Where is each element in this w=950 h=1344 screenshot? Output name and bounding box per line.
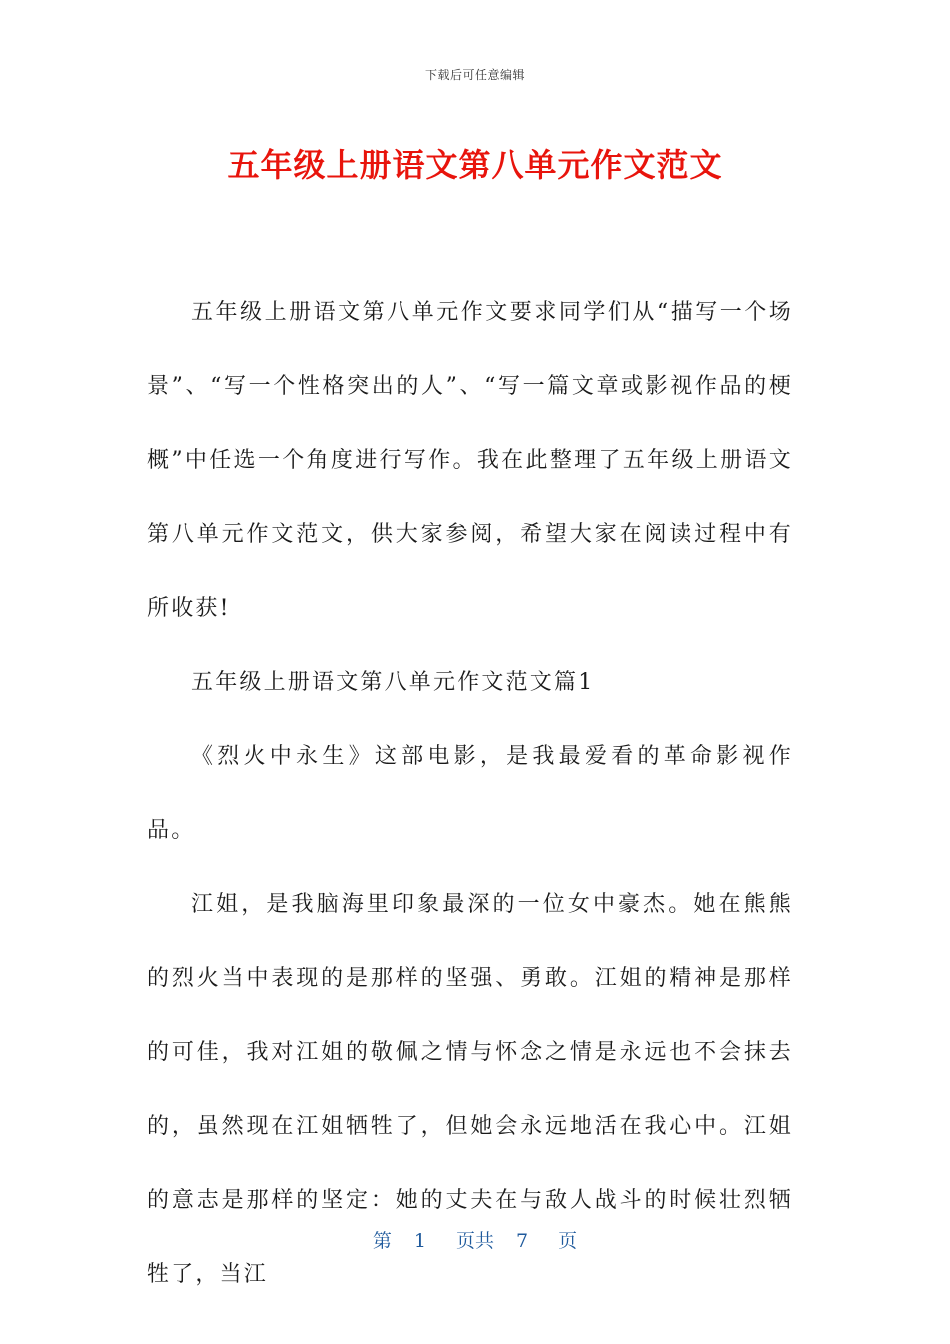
- page-total-label: 页共: [455, 1230, 494, 1252]
- document-title: 五年级上册语文第八单元作文范文: [227, 146, 723, 184]
- total-pages: 7: [516, 1230, 529, 1252]
- page-unit: 页: [558, 1230, 578, 1252]
- section-heading: 五年级上册语文第八单元作文范文篇1: [191, 670, 595, 695]
- page-footer: [0, 1226, 950, 1253]
- page-label: 第: [372, 1230, 392, 1252]
- page-number: 1: [413, 1230, 426, 1252]
- header-note: 下载后可任意编辑: [424, 68, 525, 82]
- document-body: [147, 276, 793, 1312]
- body-paragraph: 江姐，是我脑海里印象最深的一位女中豪杰。她在熊熊的烈火当中表现的是那样的坚强、勇敢。江姐的精神是那样的可佳，我对江姐的敬佩之情与怀念之情是永远也不会抹去的，虽然现在江姐牺牲了，但她会永远地活在我心中。江姐的意志是那样的坚定：她的丈夫在与敌人战斗的时候壮烈牺牲了，当江: [147, 892, 793, 1287]
- body-paragraph: 《烈火中永生》这部电影，是我最爱看的革命影视作品。: [147, 744, 793, 843]
- intro-paragraph: 五年级上册语文第八单元作文要求同学们从“描写一个场景”、“写一个性格突出的人”、“写一篇文章或影视作品的梗概”中任选一个角度进行写作。我在此整理了五年级上册语文第八单元作文范文，供大家参阅，希望大家在阅读过程中有所收获!: [147, 300, 793, 621]
